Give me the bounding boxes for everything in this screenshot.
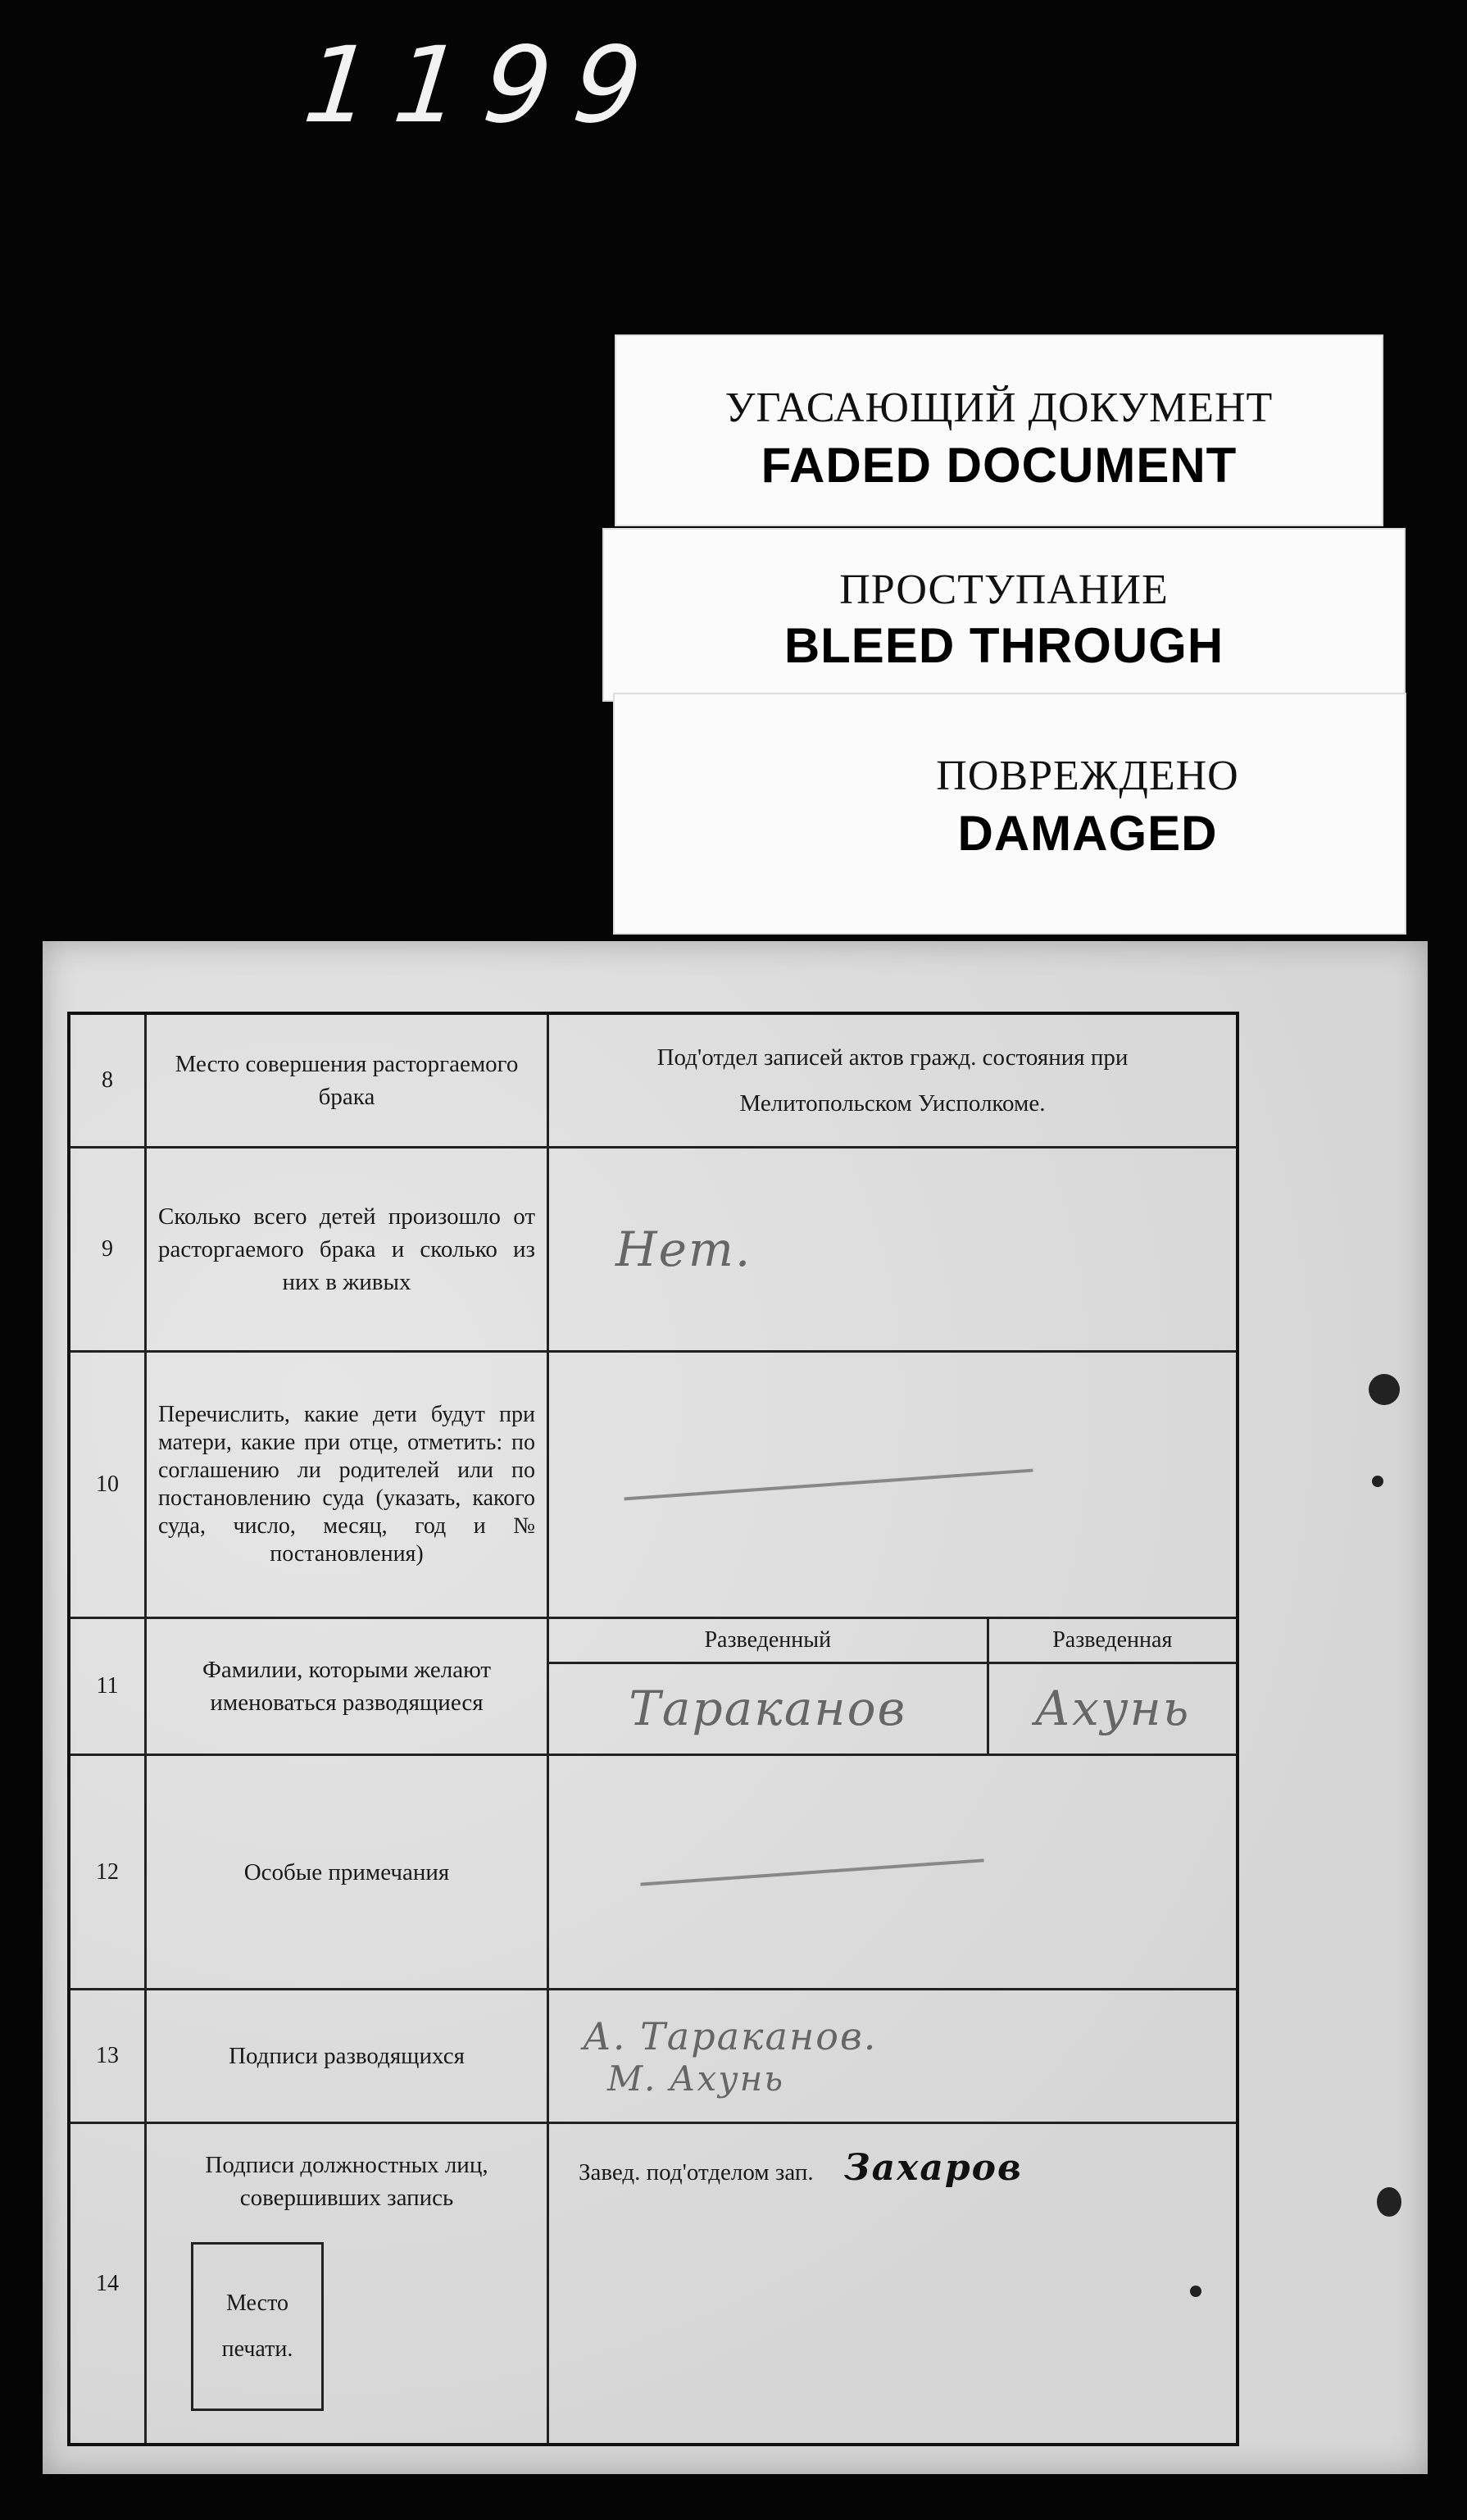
table-row bbox=[69, 1147, 1238, 1351]
divorce-record-table bbox=[67, 1012, 1239, 2446]
row-value bbox=[548, 1351, 1238, 1617]
table-row bbox=[69, 1351, 1238, 1617]
column-header: Разведенный bbox=[548, 1617, 988, 1663]
row-number: 10 bbox=[69, 1351, 146, 1617]
row-label: Особые примечания bbox=[146, 1755, 548, 1990]
damage-hole bbox=[1372, 1476, 1383, 1487]
row-label: Перечислить, какие дети будут при матери, какие при отце, отметить: по соглашению ли родителей или по постановлению суда (указать, какого суда, число, месяц, год и № постановления) bbox=[146, 1351, 548, 1617]
value-line: Мелитопольском Уисполкоме. bbox=[739, 1089, 1046, 1117]
row-label-text: Подписи должностных лиц, совершивших запись bbox=[205, 2152, 488, 2212]
document-sheet bbox=[43, 941, 1428, 2474]
handwritten-entry: Нет. bbox=[615, 1221, 752, 1277]
tag-en-label: DAMAGED bbox=[957, 806, 1218, 861]
frame-number: 1199 bbox=[298, 25, 670, 147]
handwritten-signature: Захаров bbox=[843, 2147, 1023, 2190]
table-row bbox=[69, 1013, 1238, 1147]
seal-placeholder-box bbox=[191, 2242, 324, 2411]
row-value bbox=[988, 1663, 1238, 1754]
table-row bbox=[69, 1755, 1238, 1990]
handwritten-entry: Ахунь bbox=[1034, 1681, 1191, 1737]
row-value bbox=[548, 1990, 1238, 2123]
row-number: 8 bbox=[69, 1013, 146, 1147]
strike-through-mark bbox=[624, 1468, 1033, 1500]
table-row bbox=[69, 2123, 1238, 2445]
faded-document-tag bbox=[615, 334, 1383, 526]
tag-en-label: BLEED THROUGH bbox=[783, 618, 1224, 673]
damaged-tag bbox=[613, 693, 1406, 935]
stamp-label: Место bbox=[226, 2290, 288, 2317]
tag-ru-label: ПОВРЕЖДЕНО bbox=[936, 753, 1239, 799]
row-value bbox=[548, 2123, 1238, 2445]
official-title: Завед. под'отделом зап. bbox=[579, 2159, 814, 2186]
row-number: 11 bbox=[69, 1617, 146, 1754]
tag-en-label: FADED DOCUMENT bbox=[761, 438, 1238, 493]
row-number: 12 bbox=[69, 1755, 146, 1990]
row-value bbox=[548, 1013, 1238, 1147]
row-label: Подписи разводящихся bbox=[146, 1990, 548, 2123]
row-label: Фамилии, которыми желают именоваться разводящиеся bbox=[146, 1617, 548, 1754]
row-label bbox=[146, 2123, 548, 2445]
row-label: Сколько всего детей произошло от расторгаемого брака и сколько из них в живых bbox=[146, 1147, 548, 1351]
row-value bbox=[548, 1663, 988, 1754]
row-number: 14 bbox=[69, 2123, 146, 2445]
damage-hole bbox=[1369, 1374, 1400, 1405]
column-header: Разведенная bbox=[988, 1617, 1238, 1663]
handwritten-signature: М. Ахунь bbox=[607, 2058, 785, 2099]
row-label: Место совершения расторгаемого брака bbox=[146, 1013, 548, 1147]
row-value bbox=[548, 1755, 1238, 1990]
row-value bbox=[548, 1147, 1238, 1351]
tag-ru-label: УГАСАЮЩИЙ ДОКУМЕНТ bbox=[724, 384, 1274, 431]
tag-ru-label: ПРОСТУПАНИЕ bbox=[839, 566, 1169, 613]
damage-hole bbox=[1377, 2187, 1401, 2217]
row-number: 13 bbox=[69, 1990, 146, 2123]
strike-through-mark bbox=[640, 1858, 983, 1885]
stamp-label: печати. bbox=[221, 2336, 293, 2363]
table-row bbox=[69, 1990, 1238, 2123]
row-number: 9 bbox=[69, 1147, 146, 1351]
bleed-through-tag bbox=[602, 528, 1406, 702]
table-row bbox=[69, 1617, 1238, 1663]
handwritten-signature: А. Тараканов. bbox=[583, 2013, 878, 2058]
value-line: Под'отдел записей актов гражд. состояния при bbox=[656, 1044, 1129, 1071]
handwritten-entry: Тараканов bbox=[629, 1681, 907, 1737]
